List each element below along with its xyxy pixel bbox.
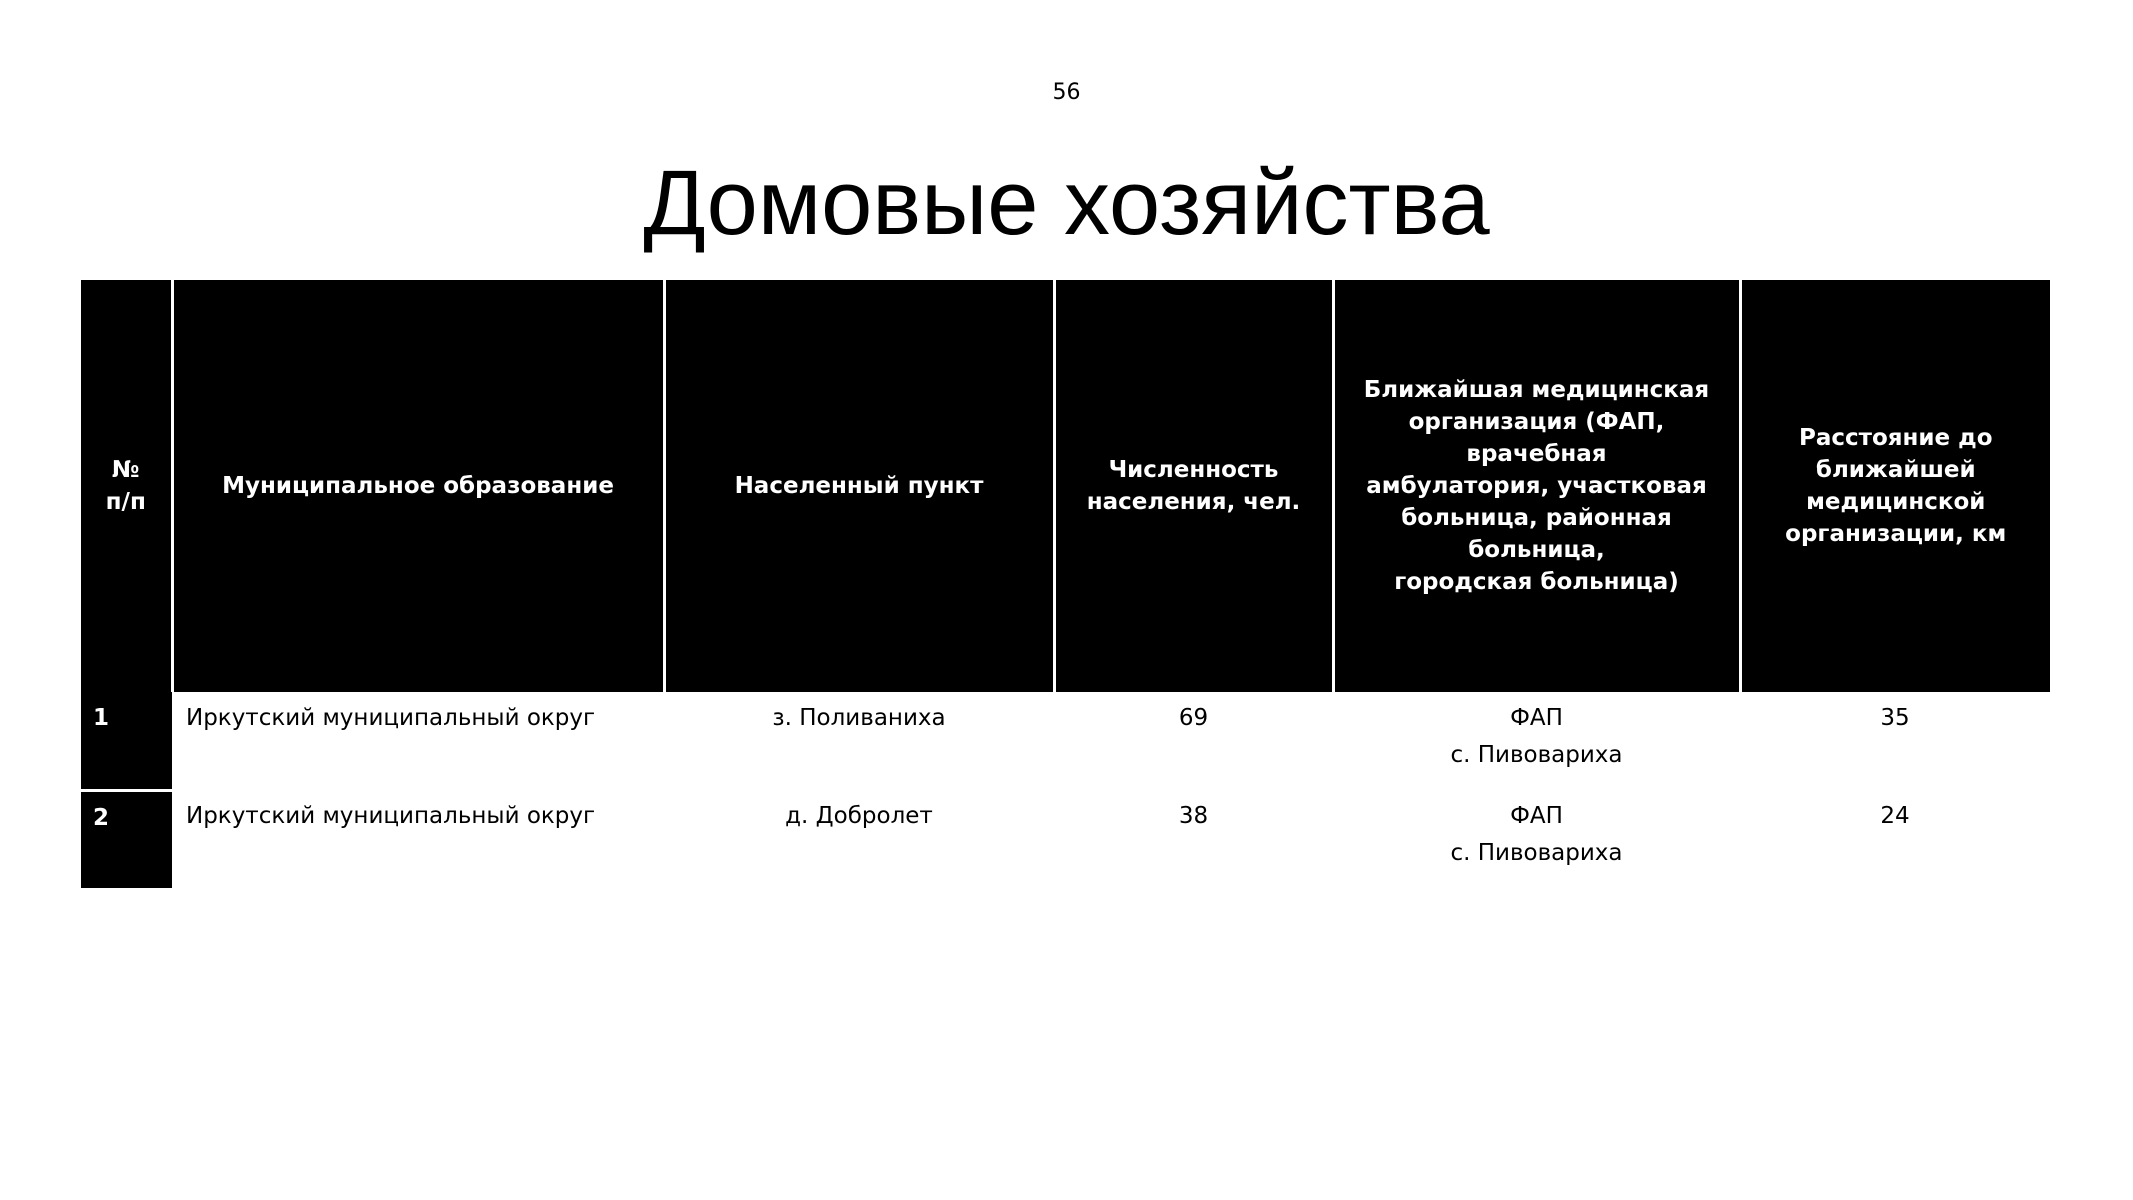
facility-type: ФАП xyxy=(1510,705,1563,731)
municipality-cell: Иркутский муниципальный округ xyxy=(186,705,596,731)
facility-location: с. Пивовариха xyxy=(1450,742,1623,768)
facility-type: ФАП xyxy=(1510,803,1563,829)
table-header-row xyxy=(81,280,2050,692)
medical-facility-cell xyxy=(1333,692,1740,790)
population-cell: 69 xyxy=(1178,705,1209,731)
header-medical-facility: Ближайшая медицинская организация (ФАП, врачебная амбулатория, участковая больница, районная больница, городская больница) xyxy=(1333,280,1740,692)
settlement-cell: д. Добролет xyxy=(785,803,933,829)
distance-cell: 24 xyxy=(1880,803,1910,829)
page-title: Домовые хозяйства xyxy=(643,152,1490,254)
table-row xyxy=(81,692,2050,790)
facility-location: с. Пивовариха xyxy=(1450,840,1623,866)
municipality-cell: Иркутский муниципальный округ xyxy=(186,803,596,829)
header-municipality: Муниципальное образование xyxy=(172,280,664,692)
data-table xyxy=(81,280,2050,888)
row-number-cell: 2 xyxy=(81,790,172,888)
header-distance: Расстояние до ближайшей медицинской организации, км xyxy=(1740,280,2050,692)
header-population: Численность населения, чел. xyxy=(1054,280,1333,692)
page-number: 56 xyxy=(1052,80,1081,105)
settlement-cell: з. Поливаниха xyxy=(772,705,946,731)
header-settlement: Населенный пункт xyxy=(664,280,1054,692)
header-row-number: № п/п xyxy=(81,280,172,692)
table-row xyxy=(81,790,2050,888)
population-cell: 38 xyxy=(1178,803,1209,829)
row-number-cell: 1 xyxy=(81,692,172,790)
medical-facility-cell xyxy=(1333,790,1740,888)
distance-cell: 35 xyxy=(1880,705,1910,731)
